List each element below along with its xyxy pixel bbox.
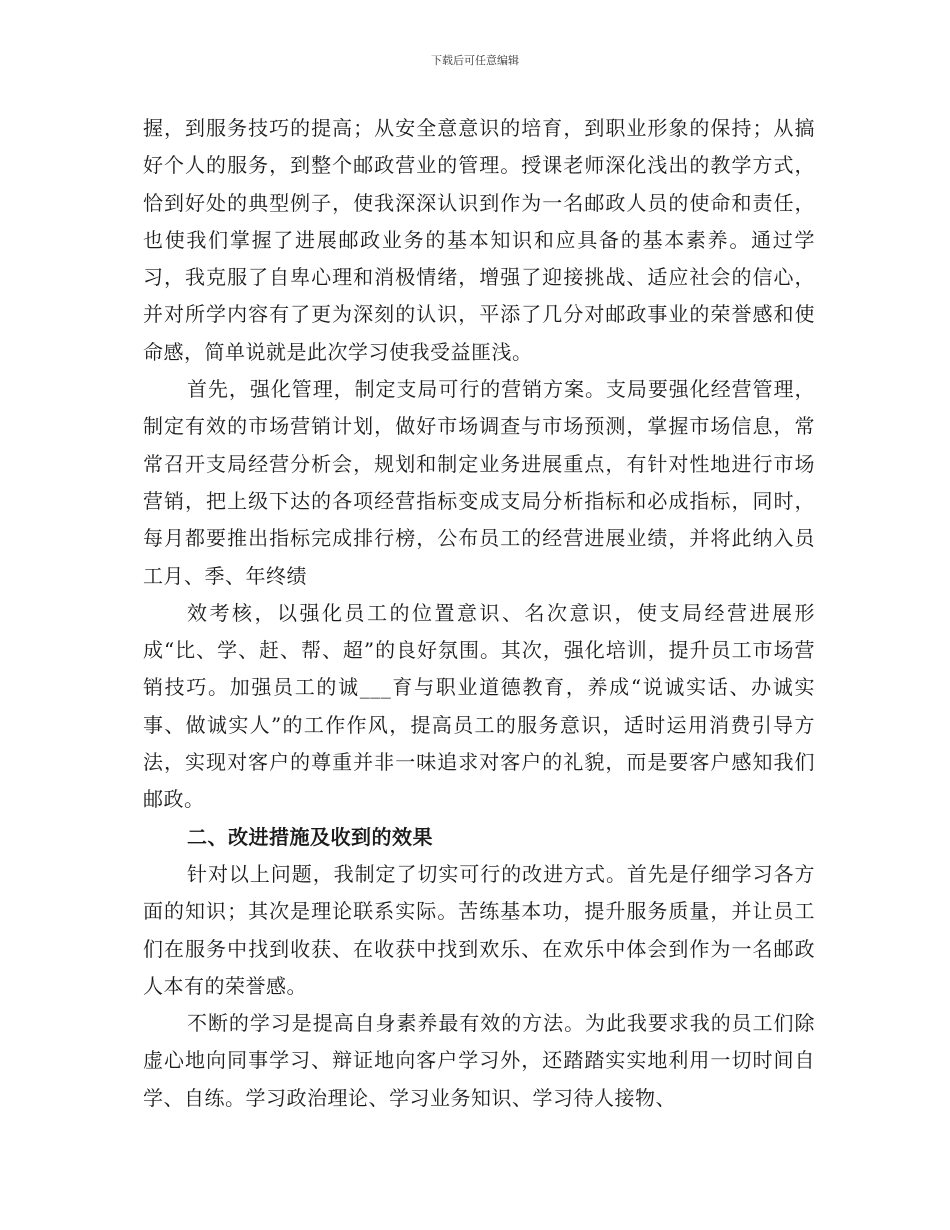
section-heading: 二、改进措施及收到的效果 <box>187 824 433 849</box>
paragraph-3: 效考核，以强化员工的位置意识、名次意识，使支局经营进展形成“比、学、赶、帮、超”的良好氛围。其次，强化培训，提升员工市场营销技巧。加强员工的诚___育与职业道德教育，养成“说诚实话、办诚实事、做诚实人”的工作作风，提高员工的服务意识，适时运用消费引导方法，实现对客户的尊重并非一味追求对客户的礼貌，而是要客户感知我们邮政。 <box>143 600 815 812</box>
paragraph-1: 握，到服务技巧的提高；从安全意意识的培育，到职业形象的保持；从搞好个人的服务，到整个邮政营业的管理。授课老师深化浅出的教学方式，恰到好处的典型例子，使我深深认识到作为一名邮政人员的使命和责任，也使我们掌握了进展邮政业务的基本知识和应具备的基本素养。通过学习，我克服了自卑心理和消极情绪，增强了迎接挑战、适应社会的信心，并对所学内容有了更为深刻的认识，平添了几分对邮政事业的荣誉感和使命感，简单说就是此次学习使我受益匪浅。 <box>143 116 815 364</box>
page-header: 下载后可任意编辑 <box>431 54 519 67</box>
paragraph-2: 首先，强化管理，制定支局可行的营销方案。支局要强化经营管理，制定有效的市场营销计划，做好市场调查与市场预测，掌握市场信息，常常召开支局经营分析会，规划和制定业务进展重点，有针对性地进行市场营销，把上级下达的各项经营指标变成支局分析指标和必成指标，同时，每月都要推出指标完成排行榜，公布员工的经营进展业绩，并将此纳入员工月、季、年终绩 <box>143 377 815 588</box>
paragraph-4: 针对以上问题，我制定了切实可行的改进方式。首先是仔细学习各方面的知识；其次是理论联系实际。苦练基本功，提升服务质量，并让员工们在服务中找到收获、在收获中找到欢乐、在欢乐中体会到作为一名邮政人本有的荣誉感。 <box>143 861 815 998</box>
paragraph-5: 不断的学习是提高自身素养最有效的方法。为此我要求我的员工们除虚心地向同事学习、辩证地向客户学习外，还踏踏实实地利用一切时间自学、自练。学习政治理论、学习业务知识、学习待人接物、 <box>143 1011 815 1110</box>
document-body <box>143 110 815 1117</box>
